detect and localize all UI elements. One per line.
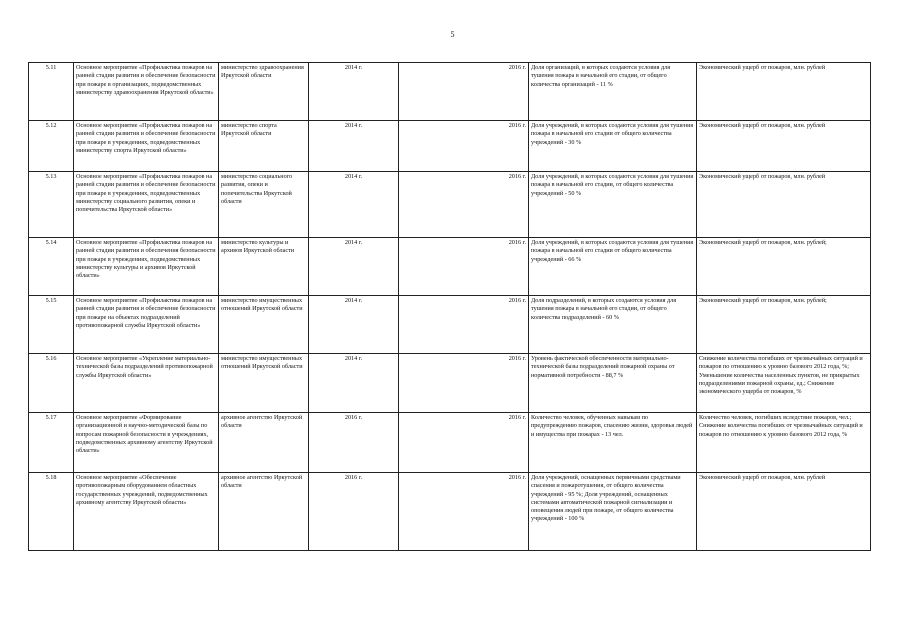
start-year-cell: 2014 г. (309, 121, 399, 172)
row-number: 5.13 (29, 172, 74, 238)
start-year-cell: 2016 г. (309, 473, 399, 551)
result-cell: Экономический ущерб от пожаров, млн. рублей; (697, 296, 871, 354)
row-number: 5.18 (29, 473, 74, 551)
indicator-cell: Доля учреждений, в которых создаются условия для тушения пожара в начальной его стадии от общего количества учреждений - 66 % (529, 238, 697, 296)
result-cell: Экономический ущерб от пожаров, млн. рублей; (697, 238, 871, 296)
event-cell: Основное мероприятие «Профилактика пожаров на ранней стадии развития и обеспечения безопасности при пожаре в учреждениях, подведомственных министерству культуры и архивов Иркутской области» (74, 238, 219, 296)
start-year-cell: 2016 г. (309, 413, 399, 473)
end-year-cell: 2016 г. (399, 296, 529, 354)
table-row (29, 121, 871, 172)
result-cell: Количество человек, погибших вследствие пожаров, чел.; Снижение количества погибших от чрезвычайных ситуаций и пожаров по отношению к уровню базового 2012 года, % (697, 413, 871, 473)
measures-table (28, 62, 871, 551)
executor-cell: министерство имущественных отношений Иркутской области (219, 296, 309, 354)
event-cell: Основное мероприятие «Обеспечение противопожарным оборудованием областных государственных учреждений, подведомственных архивному агентству Иркутской области» (74, 473, 219, 551)
indicator-cell: Доля организаций, в которых создаются условия для тушения пожара в начальной его стадии, от общего количества организаций - 11 % (529, 63, 697, 121)
page-number: 5 (450, 30, 455, 39)
table-row (29, 63, 871, 121)
indicator-cell: Доля учреждений, в которых создаются условия для тушения пожара в начальной его стадии от общего количества учреждений - 30 % (529, 121, 697, 172)
event-cell: Основное мероприятие «Укрепление материально-технической базы подразделений противопожарной службы Иркутской области» (74, 354, 219, 413)
event-cell: Основное мероприятие «Профилактика пожаров на ранней стадии развития и обеспечение безопасности при пожаре на объектах подразделений противопожарной службы Иркутской области» (74, 296, 219, 354)
executor-cell: министерство социального развития, опеки и попечительства Иркутской области (219, 172, 309, 238)
row-number: 5.11 (29, 63, 74, 121)
indicator-cell: Количество человек, обученных навыкам по предупреждению пожаров, спасению жизни, здоровья людей и имущества при пожарах - 13 чел. (529, 413, 697, 473)
row-number: 5.14 (29, 238, 74, 296)
indicator-cell: Доля учреждений, оснащенных первичными средствами спасения и пожаротушения, от общего количества учреждений - 95 %; Доля учреждений, оснащенных системами автоматической пожарной сигнализации и оповещения людей при пожаре, от общего количества учреждений - 100 % (529, 473, 697, 551)
start-year-cell: 2014 г. (309, 238, 399, 296)
result-cell: Снижение количества погибших от чрезвычайных ситуаций и пожаров по отношению к уровню базового 2012 года, %; Уменьшение количества населенных пунктов, не прикрытых подразделениями пожарной охраны, ед.; Снижение экономического ущерба от пожаров, % (697, 354, 871, 413)
table-row (29, 413, 871, 473)
end-year-cell: 2016 г. (399, 121, 529, 172)
indicator-cell: Уровень фактической обеспеченности материально-технической базы подразделений пожарной охраны от нормативной потребности - 88,7 % (529, 354, 697, 413)
result-cell: Экономический ущерб от пожаров, млн. рублей (697, 121, 871, 172)
executor-cell: архивное агентство Иркутской области (219, 473, 309, 551)
result-cell: Экономический ущерб от пожаров, млн. рублей (697, 473, 871, 551)
executor-cell: министерство спорта Иркутской области (219, 121, 309, 172)
end-year-cell: 2016 г. (399, 238, 529, 296)
start-year-cell: 2014 г. (309, 296, 399, 354)
executor-cell: архивное агентство Иркутской области (219, 413, 309, 473)
event-cell: Основное мероприятие «Профилактика пожаров на ранней стадии развития и обеспечение безопасности при пожаре в учреждениях, подведомственных министерству социального развития, опеки и попечительства Иркутской области» (74, 172, 219, 238)
end-year-cell: 2016 г. (399, 63, 529, 121)
row-number: 5.12 (29, 121, 74, 172)
row-number: 5.17 (29, 413, 74, 473)
end-year-cell: 2016 г. (399, 473, 529, 551)
indicator-cell: Доля подразделений, в которых создаются условия для тушения пожара в начальной его стадии, от общего количества подразделений - 60 % (529, 296, 697, 354)
event-cell: Основное мероприятие «Профилактика пожаров на ранней стадии развития и обеспечение безопасности при пожаре в учреждениях, подведомственных министерству спорта Иркутской области» (74, 121, 219, 172)
result-cell: Экономический ущерб от пожаров, млн. рублей (697, 172, 871, 238)
table-row (29, 172, 871, 238)
end-year-cell: 2016 г. (399, 172, 529, 238)
row-number: 5.16 (29, 354, 74, 413)
end-year-cell: 2016 г. (399, 413, 529, 473)
table-row (29, 473, 871, 551)
executor-cell: министерство культуры и архивов Иркутской области (219, 238, 309, 296)
event-cell: Основное мероприятие «Формирование организационной и научно-методической базы по вопросам пожарной безопасности в учреждениях, подведомственных архивному агентству Иркутской области» (74, 413, 219, 473)
indicator-cell: Доля учреждений, в которых создаются условия для тушения пожара в начальной его стадии, от общего количества учреждений - 50 % (529, 172, 697, 238)
start-year-cell: 2014 г. (309, 172, 399, 238)
row-number: 5.15 (29, 296, 74, 354)
result-cell: Экономический ущерб от пожаров, млн. рублей (697, 63, 871, 121)
table-row (29, 296, 871, 354)
event-cell: Основное мероприятие «Профилактика пожаров на ранней стадии развития и обеспечение безопасности при пожаре в организациях, подведомственных министерству здравоохранения Иркутской области» (74, 63, 219, 121)
executor-cell: министерство имущественных отношений Иркутской области (219, 354, 309, 413)
start-year-cell: 2014 г. (309, 354, 399, 413)
end-year-cell: 2016 г. (399, 354, 529, 413)
start-year-cell: 2014 г. (309, 63, 399, 121)
table-row (29, 354, 871, 413)
table-row (29, 238, 871, 296)
executor-cell: министерство здравоохранения Иркутской области (219, 63, 309, 121)
